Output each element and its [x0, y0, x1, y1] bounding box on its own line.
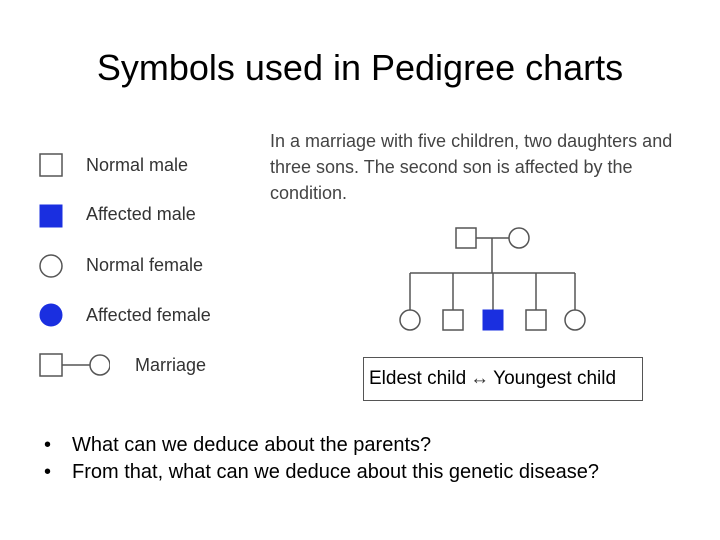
pedigree-diagram [390, 218, 600, 343]
child-3-son-affected [483, 310, 503, 330]
open-square-icon [40, 154, 62, 176]
filled-circle-icon [40, 304, 62, 326]
eldest-child-label: Eldest child [369, 368, 467, 389]
filled-square-icon [40, 205, 62, 227]
child-1-daughter [400, 310, 420, 330]
marriage-line-icon [40, 354, 110, 376]
open-circle-icon [40, 255, 62, 277]
father-symbol [456, 228, 476, 248]
pedigree-description: In a marriage with five children, two daughters and three sons. The second son is affected by the condition. [270, 131, 673, 203]
question-item: • From that, what can we deduce about this genetic disease? [44, 459, 664, 486]
legend-label-affected-male: Affected male [86, 204, 196, 224]
child-2-son [443, 310, 463, 330]
question-list [44, 432, 664, 486]
legend-label-marriage: Marriage [135, 355, 207, 375]
question-item: • What can we deduce about the parents? [44, 432, 664, 459]
youngest-child-label: Youngest child [493, 368, 617, 389]
child-4-son [526, 310, 546, 330]
birth-order-box [363, 357, 643, 401]
child-5-daughter [565, 310, 585, 330]
legend-label-normal-male: Normal male [86, 155, 189, 175]
mother-symbol [509, 228, 529, 248]
double-arrow-icon: ↔ [470, 368, 490, 389]
slide-title: Symbols used in Pedigree charts [96, 47, 624, 88]
legend-label-normal-female: Normal female [86, 255, 204, 275]
legend-label-affected-female: Affected female [86, 305, 211, 325]
